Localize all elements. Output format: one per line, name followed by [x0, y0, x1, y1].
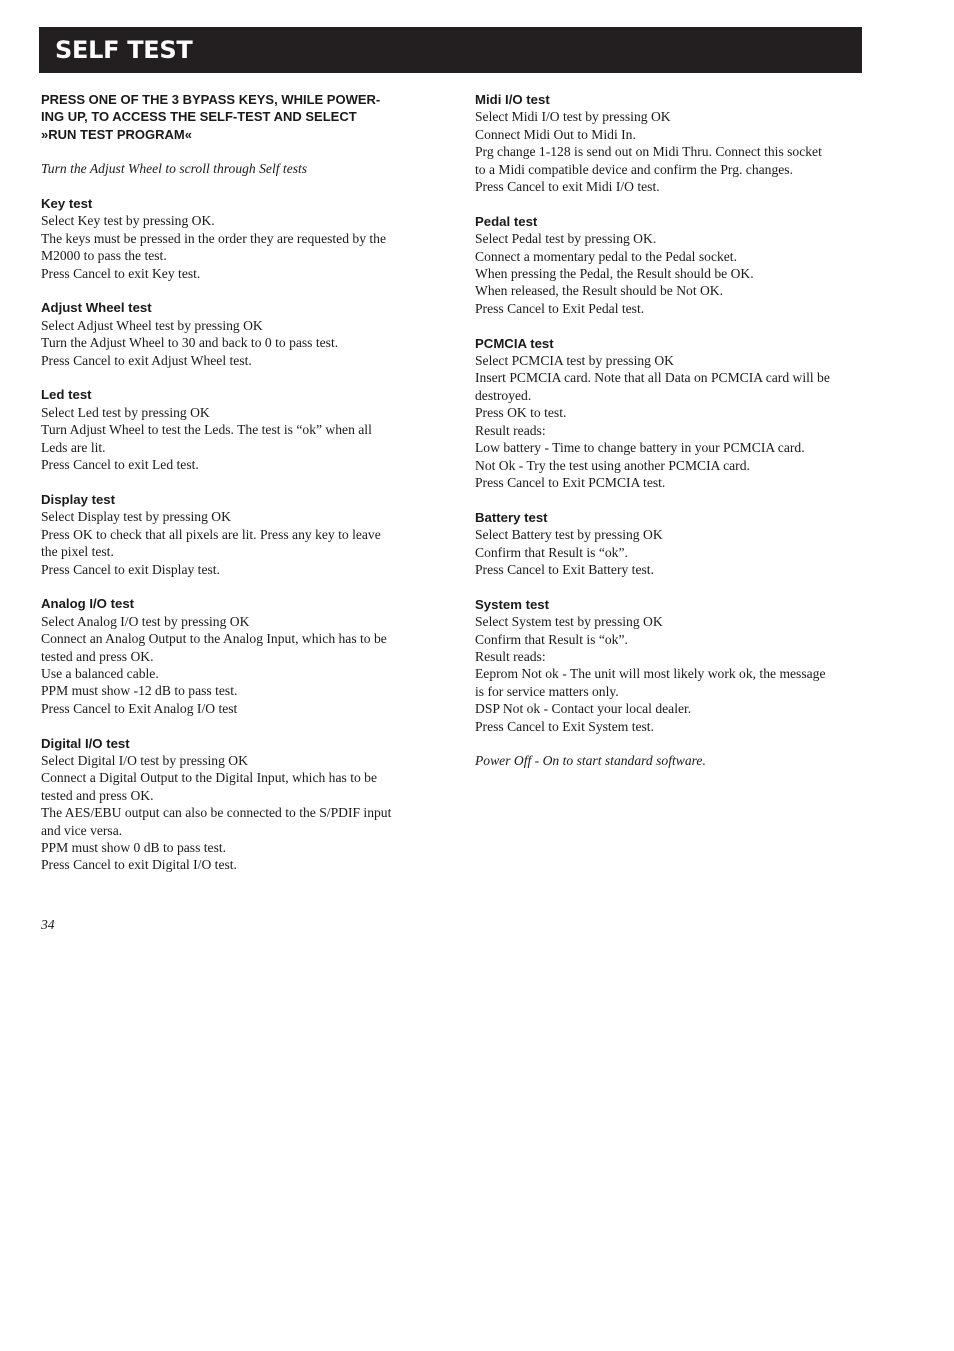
- right-column: [475, 91, 860, 769]
- section-text-line: Select Digital I/O test by pressing OK: [41, 752, 248, 768]
- section-text-line: Turn Adjust Wheel to test the Leds. The test is “ok” when all: [41, 422, 372, 438]
- section-heading: Key test: [41, 196, 93, 212]
- section-text-line: Press Cancel to Exit Analog I/O test: [41, 700, 238, 716]
- section-text-line: Press Cancel to Exit PCMCIA test.: [475, 474, 666, 490]
- section-text-line: destroyed.: [475, 387, 532, 403]
- section-text-line: Press Cancel to exit Adjust Wheel test.: [41, 352, 252, 368]
- header-bar: [39, 27, 862, 73]
- section-text-line: Press Cancel to exit Digital I/O test.: [41, 857, 237, 873]
- section-text-line: Press Cancel to exit Midi I/O test.: [475, 179, 660, 195]
- intro-line: ING UP, TO ACCESS THE SELF-TEST AND SELECT: [41, 109, 357, 125]
- section-heading: Pedal test: [475, 213, 538, 229]
- section-text-line: The keys must be pressed in the order they are requested by the: [41, 230, 387, 246]
- section-heading: Led test: [41, 387, 92, 403]
- section-text-line: Select Led test by pressing OK: [41, 404, 210, 420]
- test-section: [41, 386, 426, 473]
- left-sections: [41, 195, 426, 874]
- section-text-line: Press OK to test.: [475, 405, 567, 421]
- closing-note: Power Off - On to start standard software.: [475, 752, 706, 768]
- test-section: [475, 509, 860, 579]
- right-sections: [475, 91, 860, 735]
- section-heading: System test: [475, 596, 550, 612]
- section-text-line: and vice versa.: [41, 822, 123, 838]
- section-text-line: the pixel test.: [41, 544, 114, 560]
- section-text-line: The AES/EBU output can also be connected to the S/PDIF input: [41, 805, 392, 821]
- section-text-line: Result reads:: [475, 648, 546, 664]
- test-section: [41, 491, 426, 578]
- section-text-line: Press Cancel to Exit Battery test.: [475, 561, 654, 577]
- section-text-line: Select Battery test by pressing OK: [475, 527, 663, 543]
- test-section: [41, 195, 426, 282]
- section-text-line: DSP Not ok - Contact your local dealer.: [475, 701, 692, 717]
- section-text-line: PPM must show -12 dB to pass test.: [41, 683, 238, 699]
- section-text-line: PPM must show 0 dB to pass test.: [41, 839, 227, 855]
- section-text-line: Press Cancel to Exit Pedal test.: [475, 300, 645, 316]
- section-text-line: Connect a Digital Output to the Digital Input, which has to be: [41, 770, 378, 786]
- intro-line: »RUN TEST PROGRAM«: [41, 126, 192, 142]
- section-text-line: Eeprom Not ok - The unit will most likely work ok, the message: [475, 666, 826, 682]
- section-text-line: Select PCMCIA test by pressing OK: [475, 353, 674, 369]
- intro-instruction: [41, 91, 426, 143]
- section-text-line: Result reads:: [475, 422, 546, 438]
- section-text-line: to a Midi compatible device and confirm the Prg. changes.: [475, 161, 793, 177]
- section-text-line: Not Ok - Try the test using another PCMCIA card.: [475, 457, 750, 473]
- section-heading: Digital I/O test: [41, 735, 130, 751]
- intro-line: PRESS ONE OF THE 3 BYPASS KEYS, WHILE POWER-: [41, 92, 381, 107]
- section-text-line: is for service matters only.: [475, 683, 619, 699]
- test-section: [41, 735, 426, 874]
- section-text-line: Confirm that Result is “ok”.: [475, 544, 628, 560]
- section-heading: Display test: [41, 491, 116, 507]
- test-section: [41, 299, 426, 369]
- section-text-line: Select Adjust Wheel test by pressing OK: [41, 317, 263, 333]
- section-text-line: Connect an Analog Output to the Analog Input, which has to be: [41, 631, 387, 647]
- section-text-line: Leds are lit.: [41, 439, 106, 455]
- section-text-line: tested and press OK.: [41, 648, 154, 664]
- section-text-line: Select Key test by pressing OK.: [41, 213, 215, 229]
- test-section: [41, 595, 426, 717]
- section-text-line: Press OK to check that all pixels are lit. Press any key to leave: [41, 526, 381, 542]
- section-text-line: Turn the Adjust Wheel to 30 and back to 0 to pass test.: [41, 335, 339, 351]
- intro-note: Turn the Adjust Wheel to scroll through Self tests: [41, 161, 308, 177]
- section-text-line: Select Analog I/O test by pressing OK: [41, 613, 250, 629]
- page-title: SELF TEST: [55, 36, 193, 64]
- section-text-line: Insert PCMCIA card. Note that all Data on PCMCIA card will be: [475, 370, 830, 386]
- section-text-line: Use a balanced cable.: [41, 665, 159, 681]
- section-text-line: M2000 to pass the test.: [41, 248, 167, 264]
- section-heading: Midi I/O test: [475, 92, 550, 107]
- section-text-line: Select Display test by pressing OK: [41, 509, 231, 525]
- section-heading: Analog I/O test: [41, 596, 135, 612]
- section-text-line: Select Pedal test by pressing OK.: [475, 231, 657, 247]
- test-section: [475, 335, 860, 492]
- section-text-line: Press Cancel to exit Led test.: [41, 457, 199, 473]
- test-section: [475, 596, 860, 735]
- test-section: [475, 91, 860, 195]
- test-section: [475, 213, 860, 317]
- section-text-line: Select Midi I/O test by pressing OK: [475, 109, 671, 125]
- section-text-line: Low battery - Time to change battery in your PCMCIA card.: [475, 440, 805, 456]
- section-text-line: Connect a momentary pedal to the Pedal socket.: [475, 248, 737, 264]
- section-text-line: Press Cancel to exit Key test.: [41, 265, 201, 281]
- left-column: [41, 91, 426, 874]
- section-text-line: When pressing the Pedal, the Result should be OK.: [475, 266, 754, 282]
- page-number: 34: [41, 917, 55, 932]
- section-text-line: Press Cancel to exit Display test.: [41, 561, 220, 577]
- section-heading: Adjust Wheel test: [41, 300, 152, 316]
- section-text-line: Confirm that Result is “ok”.: [475, 631, 628, 647]
- section-text-line: Prg change 1-128 is send out on Midi Thru. Connect this socket: [475, 144, 822, 160]
- section-text-line: Select System test by pressing OK: [475, 614, 663, 630]
- section-text-line: tested and press OK.: [41, 787, 154, 803]
- section-heading: PCMCIA test: [475, 335, 554, 351]
- section-heading: Battery test: [475, 509, 548, 525]
- section-text-line: When released, the Result should be Not OK.: [475, 283, 724, 299]
- section-text-line: Press Cancel to Exit System test.: [475, 718, 654, 734]
- section-text-line: Connect Midi Out to Midi In.: [475, 126, 636, 142]
